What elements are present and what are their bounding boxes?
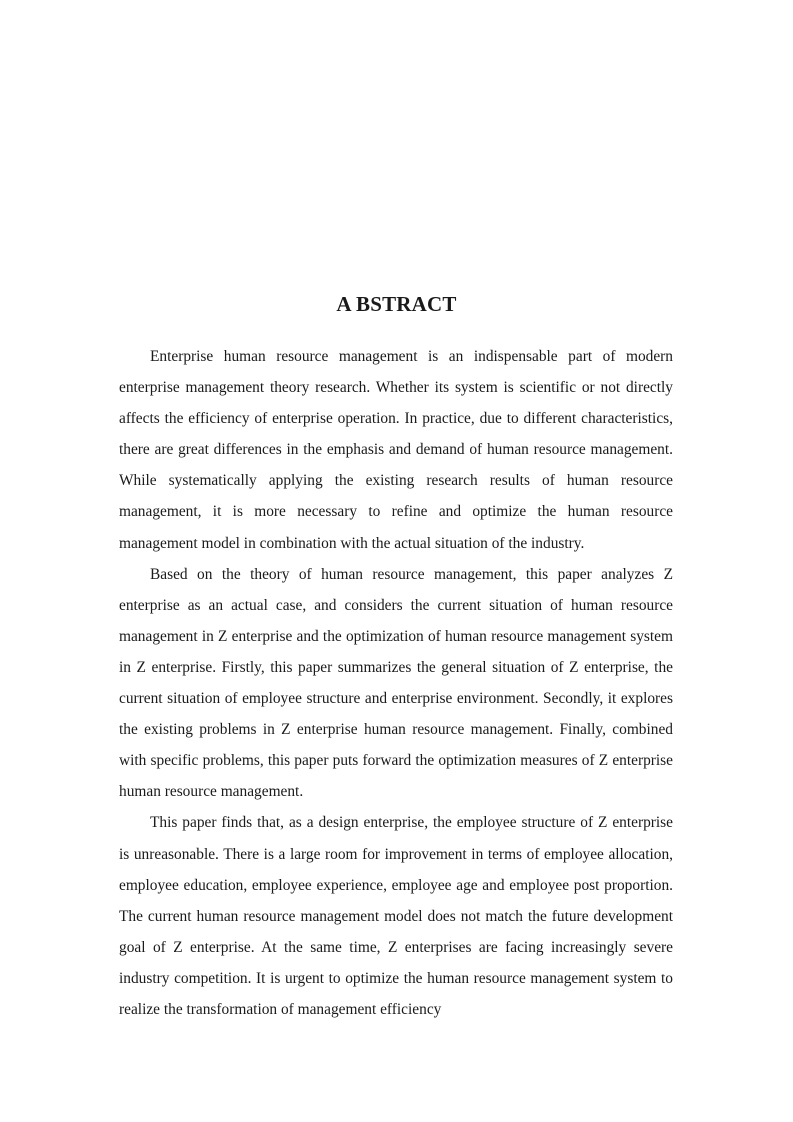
abstract-title: A BSTRACT — [336, 292, 457, 316]
abstract-paragraph-3: This paper finds that, as a design enterprise, the employee structure of Z enterprise is unreasonable. There is a large room for improvement in terms of employee allocation, employee education, employee experience, employee age and employee post proportion. The current human resource management model does not match the future development goal of Z enterprise. At the same time, Z enterprises are facing increasingly severe industry competition. It is urgent to optimize the human resource management system to realize the transformation of management efficiency — [119, 814, 673, 1018]
abstract-paragraph-1: Enterprise human resource management is an indispensable part of modern enterprise management theory research. Whether its system is scientific or not directly affects the efficiency of enterprise operation. In practice, due to different characteristics, there are great differences in the emphasis and demand of human resource management. While systematically applying the existing research results of human resource management, it is more necessary to refine and optimize the human resource management model in combination with the actual situation of the industry. — [119, 348, 673, 552]
abstract-paragraph-2: Based on the theory of human resource management, this paper analyzes Z enterprise as an actual case, and considers the current situation of human resource management in Z enterprise and the optimization of human resource management system in Z enterprise. Firstly, this paper summarizes the general situation of Z enterprise, the current situation of employee structure and enterprise environment. Secondly, it explores the existing problems in Z enterprise human resource management. Finally, combined with specific problems, this paper puts forward the optimization measures of Z enterprise human resource management. — [119, 565, 673, 801]
abstract-body — [119, 341, 673, 1025]
